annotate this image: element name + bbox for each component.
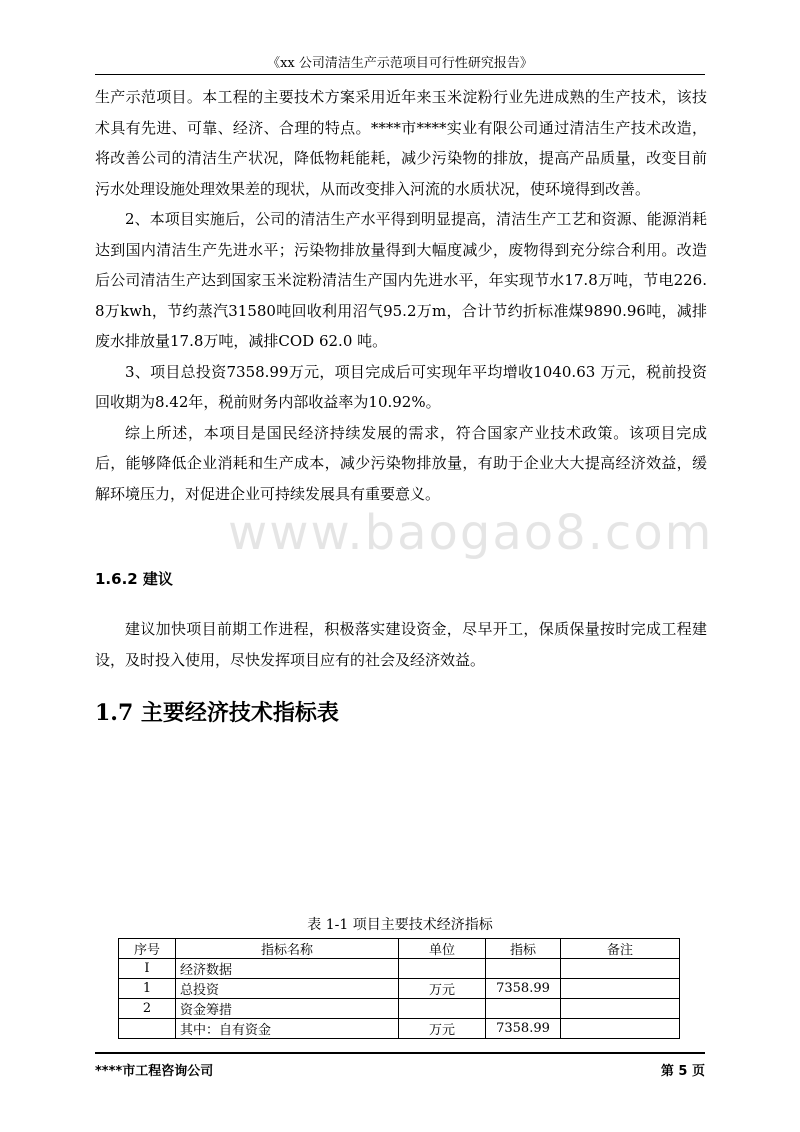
cell-no: 1 xyxy=(119,979,176,999)
footer-company: ****市工程咨询公司 xyxy=(95,1064,214,1079)
header-cell-unit: 单位 xyxy=(399,939,486,959)
page-header: 《xx 公司清洁生产示范项目可行性研究报告》 xyxy=(95,52,705,75)
suggestion-text xyxy=(95,614,707,675)
paragraph-4: 综上所述，本项目是国民经济持续发展的需求，符合国家产业技术政策。该项目完成后，能够降低企业消耗和生产成本，减少污染物排放量，有助于企业大大提高经济效益，缓解环境压力，对促进企业可持续发展具有重要意义。 xyxy=(95,423,707,503)
table-header-row xyxy=(119,939,680,959)
header-cell-no: 序号 xyxy=(119,939,176,959)
cell-value xyxy=(486,959,561,979)
cell-name: 经济数据 xyxy=(176,959,399,979)
paragraph-2: 2、本项目实施后，公司的清洁生产水平得到明显提高，清洁生产工艺和资源、能源消耗达到国内清洁生产先进水平；污染物排放量得到大幅度减少，废物得到充分综合利用。改造后公司清洁生产达到国家玉米淀粉清洁生产国内先进水平，年实现节水17.8万吨，节电226.8万kwh，节约蒸汽31580吨回收利用沼气95.2万m，合计节约折标准煤9890.96吨，减排废水排放量17.8万吨，减排COD 62.0 吨。 xyxy=(95,210,707,350)
cell-no: Ⅰ xyxy=(119,959,176,979)
cell-note xyxy=(561,1019,680,1039)
cell-value xyxy=(486,999,561,1019)
table-row xyxy=(119,999,680,1019)
header-cell-value: 指标 xyxy=(486,939,561,959)
cell-name: 总投资 xyxy=(176,979,399,999)
cell-unit xyxy=(399,959,486,979)
cell-note xyxy=(561,959,680,979)
table-row xyxy=(119,959,680,979)
cell-unit: 万元 xyxy=(399,979,486,999)
watermark: www.baogao8.com xyxy=(228,505,714,561)
table-caption: 表 1-1 项目主要技术经济指标 xyxy=(307,917,493,933)
cell-value: 7358.99 xyxy=(486,979,561,999)
header-cell-note: 备注 xyxy=(561,939,680,959)
footer-page-number: 第 5 页 xyxy=(660,1064,705,1079)
paragraph-suggestion: 建议加快项目前期工作进程，积极落实建设资金，尽早开工，保质保量按时完成工程建设，及时投入使用，尽快发挥项目应有的社会及经济效益。 xyxy=(95,620,707,669)
cell-unit: 万元 xyxy=(399,1019,486,1039)
paragraph-1: 生产示范项目。本工程的主要技术方案采用近年来玉米淀粉行业先进成熟的生产技术，该技术具有先进、可靠、经济、合理的特点。****市****实业有限公司通过清洁生产技术改造，将改善公司的清洁生产状况，降低物耗能耗，减少污染物的排放，提高产品质量，改变目前污水处理设施处理效果差的现状，从而改变排入河流的水质状况，使环境得到改善。 xyxy=(95,88,707,198)
indicator-table xyxy=(118,938,680,1039)
body-text xyxy=(95,82,707,509)
cell-note xyxy=(561,979,680,999)
section-heading-1-6-2: 1.6.2 建议 xyxy=(95,570,173,588)
page-footer xyxy=(95,1052,705,1079)
cell-name: 其中：自有资金 xyxy=(176,1019,399,1039)
table-row xyxy=(119,979,680,999)
cell-no: 2 xyxy=(119,999,176,1019)
header-cell-name: 指标名称 xyxy=(176,939,399,959)
cell-no xyxy=(119,1019,176,1039)
paragraph-3: 3、项目总投资7358.99万元，项目完成后可实现年平均增收1040.63 万元，税前投资回收期为8.42年，税前财务内部收益率为10.92%。 xyxy=(95,362,707,411)
table-row xyxy=(119,1019,680,1039)
cell-unit xyxy=(399,999,486,1019)
cell-value: 7358.99 xyxy=(486,1019,561,1039)
section-heading-1-7: 1.7 主要经济技术指标表 xyxy=(95,700,339,726)
cell-note xyxy=(561,999,680,1019)
cell-name: 资金筹措 xyxy=(176,999,399,1019)
